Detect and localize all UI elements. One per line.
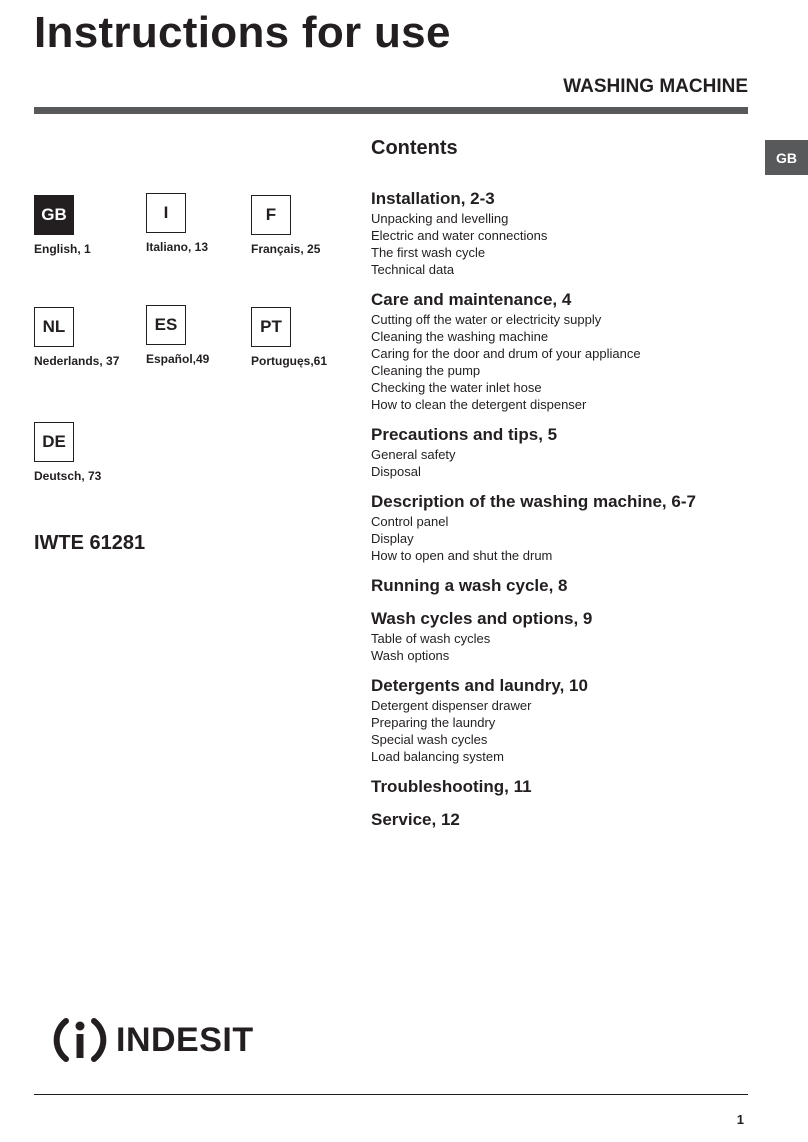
toc-item[interactable]: Special wash cycles <box>371 732 488 747</box>
language-pt[interactable] <box>251 307 361 368</box>
brand-name: INDESIT <box>116 1020 254 1059</box>
toc-item[interactable]: How to clean the detergent dispenser <box>371 397 587 412</box>
page-title: Instructions for use <box>34 8 451 57</box>
toc-item[interactable]: Cleaning the washing machine <box>371 329 549 344</box>
toc-section-title[interactable]: Care and maintenance, 4 <box>371 290 572 309</box>
toc-item[interactable]: How to open and shut the drum <box>371 548 553 563</box>
language-es[interactable] <box>146 305 256 366</box>
toc-section-title[interactable]: Troubleshooting, 11 <box>371 777 532 796</box>
language-code-box[interactable]: I <box>146 193 186 233</box>
model-number: IWTE 61281 <box>34 532 146 554</box>
table-of-contents <box>371 188 751 842</box>
toc-section <box>371 424 751 480</box>
language-label: Nederlands, 37 <box>34 354 120 368</box>
toc-section-title[interactable]: Precautions and tips, 5 <box>371 425 558 444</box>
toc-section-title[interactable]: Service, 12 <box>371 810 460 829</box>
indesit-logo <box>52 1012 254 1068</box>
header-divider <box>34 107 748 114</box>
language-side-tab: GB <box>765 140 808 175</box>
toc-section-title[interactable]: Wash cycles and options, 9 <box>371 609 593 628</box>
toc-item[interactable]: Wash options <box>371 648 450 663</box>
language-code-box[interactable]: GB <box>34 195 74 235</box>
toc-section <box>371 575 751 597</box>
language-code-box[interactable]: F <box>251 195 291 235</box>
toc-item[interactable]: Electric and water connections <box>371 228 548 243</box>
page-number: 1 <box>736 1112 744 1127</box>
product-type: WASHING MACHINE <box>563 76 748 97</box>
toc-item[interactable]: Table of wash cycles <box>371 631 491 646</box>
toc-item[interactable]: Unpacking and levelling <box>371 211 509 226</box>
toc-item[interactable]: Detergent dispenser drawer <box>371 698 532 713</box>
toc-section <box>371 809 751 831</box>
toc-section <box>371 608 751 664</box>
toc-section-title[interactable]: Running a wash cycle, 8 <box>371 576 568 595</box>
toc-section <box>371 491 751 564</box>
language-code-box[interactable]: NL <box>34 307 74 347</box>
language-i[interactable] <box>146 193 256 254</box>
language-de[interactable] <box>34 422 144 483</box>
footer-divider <box>34 1094 748 1095</box>
toc-item[interactable]: Checking the water inlet hose <box>371 380 542 395</box>
toc-section <box>371 289 751 413</box>
language-code-box[interactable]: DE <box>34 422 74 462</box>
toc-item[interactable]: Technical data <box>371 262 455 277</box>
language-label: English, 1 <box>34 242 91 256</box>
language-code-box[interactable]: ES <box>146 305 186 345</box>
language-nl[interactable] <box>34 307 144 368</box>
toc-item[interactable]: General safety <box>371 447 456 462</box>
contents-heading: Contents <box>371 137 458 159</box>
language-label: Deutsch, 73 <box>34 469 102 483</box>
toc-item[interactable]: The first wash cycle <box>371 245 486 260</box>
toc-section <box>371 776 751 798</box>
toc-item[interactable]: Cleaning the pump <box>371 363 481 378</box>
toc-section-title[interactable]: Installation, 2-3 <box>371 189 495 208</box>
language-label: Español,49 <box>146 352 210 366</box>
toc-item[interactable]: Display <box>371 531 414 546</box>
language-f[interactable] <box>251 195 361 256</box>
language-label: Portuguęs,61 <box>251 354 328 368</box>
toc-section-title[interactable]: Detergents and laundry, 10 <box>371 676 588 695</box>
language-label: Français, 25 <box>251 242 321 256</box>
toc-item[interactable]: Preparing the laundry <box>371 715 496 730</box>
toc-item[interactable]: Cutting off the water or electricity supply <box>371 312 602 327</box>
toc-item[interactable]: Load balancing system <box>371 749 504 764</box>
toc-item[interactable]: Disposal <box>371 464 421 479</box>
toc-section <box>371 188 751 278</box>
toc-item[interactable]: Control panel <box>371 514 449 529</box>
toc-item[interactable]: Caring for the door and drum of your appliance <box>371 346 641 361</box>
toc-section <box>371 675 751 765</box>
language-code-box[interactable]: PT <box>251 307 291 347</box>
toc-section-title[interactable]: Description of the washing machine, 6-7 <box>371 492 696 511</box>
language-gb[interactable] <box>34 195 144 256</box>
language-label: Italiano, 13 <box>146 240 209 254</box>
indesit-circle-i-icon <box>52 1012 108 1068</box>
